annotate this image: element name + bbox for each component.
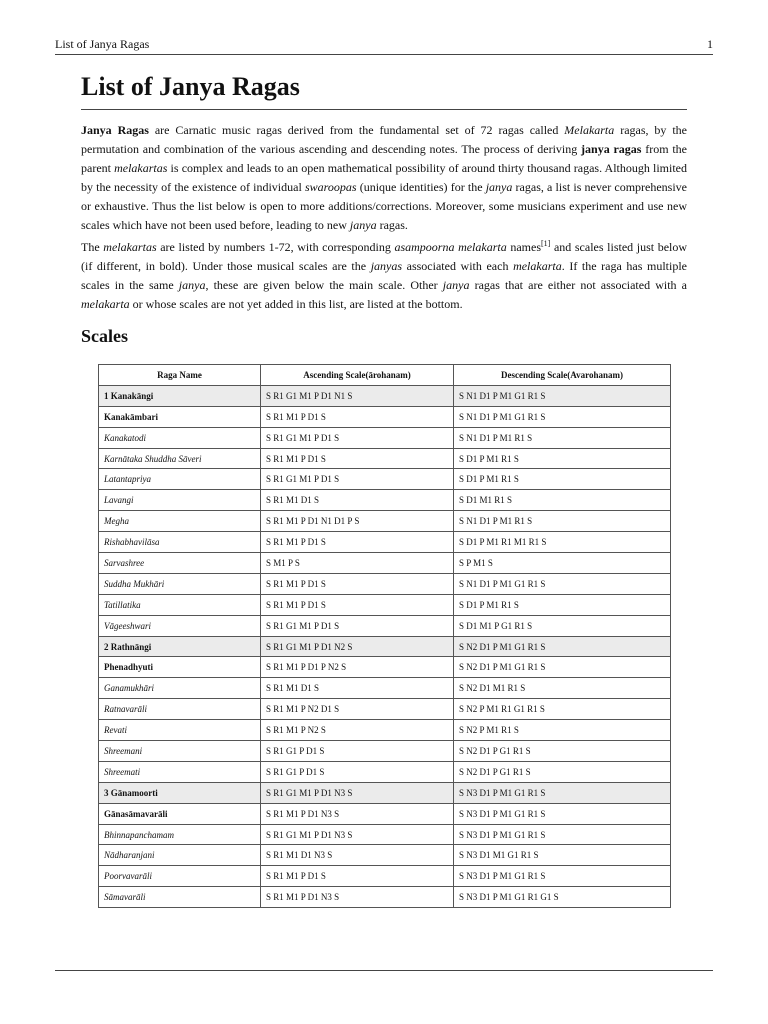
header-ascending-scale: Ascending Scale(ārohanam) — [261, 365, 454, 386]
descending-scale-cell: S N2 D1 P G1 R1 S — [454, 741, 671, 762]
header-descending-scale: Descending Scale(Avarohanam) — [454, 365, 671, 386]
raga-name-cell: Sāmavarāli — [99, 887, 261, 908]
descending-scale-cell: S N2 D1 M1 R1 S — [454, 678, 671, 699]
table-row — [99, 553, 671, 574]
table-row — [99, 887, 671, 908]
intro-paragraph-2: The melakartas are listed by numbers 1-72, with corresponding asampoorna melakarta names[1] and scales listed just below (if different, in bold). Under those musical scales are the janyas associated with each melakarta. If the raga has multiple scales in the same janya, these are given below the main scale. Other janya ragas that are either not associated with a melakarta or whose scales are not yet added in this list, are listed at the bottom. — [81, 239, 688, 312]
table-row — [99, 761, 671, 782]
ascending-scale-cell: S R1 M1 P D1 N3 S — [261, 803, 454, 824]
table-row — [99, 803, 671, 824]
raga-name-cell: Sarvashree — [99, 553, 261, 574]
raga-name-cell: Suddha Mukhāri — [99, 573, 261, 594]
ascending-scale-cell: S R1 M1 D1 N3 S — [261, 845, 454, 866]
table-row — [99, 845, 671, 866]
raga-name-cell: Megha — [99, 511, 261, 532]
table-row — [99, 406, 671, 427]
descending-scale-cell: S N1 D1 P M1 G1 R1 S — [454, 385, 671, 406]
page-number: 1 — [707, 37, 713, 51]
title-rule — [81, 109, 687, 110]
ascending-scale-cell: S R1 M1 P D1 S — [261, 866, 454, 887]
raga-name-cell: Latantapriya — [99, 469, 261, 490]
descending-scale-cell: S D1 P M1 R1 M1 R1 S — [454, 532, 671, 553]
raga-scales-table — [98, 364, 671, 908]
descending-scale-cell: S N2 D1 P M1 G1 R1 S — [454, 636, 671, 657]
ascending-scale-cell: S M1 P S — [261, 553, 454, 574]
melakarta-row — [99, 636, 671, 657]
table-row — [99, 657, 671, 678]
table-row — [99, 448, 671, 469]
ascending-scale-cell: S R1 M1 D1 S — [261, 490, 454, 511]
descending-scale-cell: S N2 P M1 R1 G1 R1 S — [454, 699, 671, 720]
raga-name-cell: Kanakāmbari — [99, 406, 261, 427]
intro-text — [81, 121, 687, 318]
descending-scale-cell: S N2 D1 P G1 R1 S — [454, 761, 671, 782]
header-raga-name: Raga Name — [99, 365, 261, 386]
descending-scale-cell: S N3 D1 P M1 G1 R1 S — [454, 803, 671, 824]
table-row — [99, 741, 671, 762]
ascending-scale-cell: S R1 M1 P D1 S — [261, 594, 454, 615]
ascending-scale-cell: S R1 M1 P D1 N1 D1 P S — [261, 511, 454, 532]
ascending-scale-cell: S R1 M1 P N2 D1 S — [261, 699, 454, 720]
descending-scale-cell: S D1 P M1 R1 S — [454, 469, 671, 490]
table-row — [99, 573, 671, 594]
ascending-scale-cell: S R1 M1 D1 S — [261, 678, 454, 699]
descending-scale-cell: S N2 D1 P M1 G1 R1 S — [454, 657, 671, 678]
descending-scale-cell: S N1 D1 P M1 G1 R1 S — [454, 406, 671, 427]
raga-name-cell: Ganamukhāri — [99, 678, 261, 699]
descending-scale-cell: S N2 P M1 R1 S — [454, 720, 671, 741]
header-rule — [55, 54, 713, 55]
descending-scale-cell: S D1 M1 R1 S — [454, 490, 671, 511]
ascending-scale-cell: S R1 M1 P D1 S — [261, 406, 454, 427]
ascending-scale-cell: S R1 M1 P N2 S — [261, 720, 454, 741]
descending-scale-cell: S N1 D1 P M1 R1 S — [454, 511, 671, 532]
raga-name-cell: 1 Kanakāngi — [99, 385, 261, 406]
table-body — [99, 385, 671, 907]
ascending-scale-cell: S R1 M1 P D1 P N2 S — [261, 657, 454, 678]
descending-scale-cell: S N3 D1 P M1 G1 R1 S — [454, 824, 671, 845]
raga-name-cell: Karnātaka Shuddha Sāveri — [99, 448, 261, 469]
raga-name-cell: Kanakatodi — [99, 427, 261, 448]
footer-rule — [55, 970, 713, 971]
running-header — [55, 37, 713, 52]
page-title: List of Janya Ragas — [81, 72, 300, 101]
descending-scale-cell: S N3 D1 P M1 G1 R1 S — [454, 866, 671, 887]
descending-scale-cell: S N3 D1 P M1 G1 R1 G1 S — [454, 887, 671, 908]
table-row — [99, 490, 671, 511]
raga-name-cell: Gānasāmavarāli — [99, 803, 261, 824]
table-row — [99, 615, 671, 636]
table-row — [99, 824, 671, 845]
melakarta-row — [99, 385, 671, 406]
raga-name-cell: Ratnavarāli — [99, 699, 261, 720]
table-row — [99, 678, 671, 699]
ascending-scale-cell: S R1 G1 P D1 S — [261, 741, 454, 762]
raga-name-cell: Tatillatika — [99, 594, 261, 615]
raga-name-cell: Revati — [99, 720, 261, 741]
table-row — [99, 866, 671, 887]
ascending-scale-cell: S R1 G1 M1 P D1 S — [261, 615, 454, 636]
descending-scale-cell: S D1 P M1 R1 S — [454, 594, 671, 615]
intro-paragraph-1: Janya Ragas are Carnatic music ragas derived from the fundamental set of 72 ragas called Melakarta ragas, by the permutation and combination of the various ascending and descending notes. The process of deriving janya ragas from the parent melakartas is complex and leads to an open mathematical possibility of around thirty thousand ragas. Although limited by the necessity of the existence of individual swaroopas (unique identities) for the janya ragas, a list is never comprehensive or exhaustive. Thus the list below is open to more additions/corrections. Moreover, some musicians experiment and use new scales which have not been used before, leading to new janya ragas. — [81, 123, 688, 232]
descending-scale-cell: S D1 P M1 R1 S — [454, 448, 671, 469]
ascending-scale-cell: S R1 G1 P D1 S — [261, 761, 454, 782]
ascending-scale-cell: S R1 M1 P D1 S — [261, 448, 454, 469]
descending-scale-cell: S D1 M1 P G1 R1 S — [454, 615, 671, 636]
raga-name-cell: Lavangi — [99, 490, 261, 511]
raga-name-cell: Vāgeeshwari — [99, 615, 261, 636]
raga-name-cell: Shreemani — [99, 741, 261, 762]
raga-name-cell: 3 Gānamoorti — [99, 782, 261, 803]
raga-name-cell: Poorvavarāli — [99, 866, 261, 887]
ascending-scale-cell: S R1 M1 P D1 S — [261, 573, 454, 594]
ascending-scale-cell: S R1 G1 M1 P D1 S — [261, 427, 454, 448]
raga-name-cell: 2 Rathnāngi — [99, 636, 261, 657]
ascending-scale-cell: S R1 G1 M1 P D1 S — [261, 469, 454, 490]
raga-name-cell: Bhinnapanchamam — [99, 824, 261, 845]
descending-scale-cell: S P M1 S — [454, 553, 671, 574]
table-row — [99, 427, 671, 448]
raga-name-cell: Rishabhavilāsa — [99, 532, 261, 553]
table-row — [99, 699, 671, 720]
raga-name-cell: Phenadhyuti — [99, 657, 261, 678]
ascending-scale-cell: S R1 G1 M1 P D1 N3 S — [261, 782, 454, 803]
table-row — [99, 720, 671, 741]
table-row — [99, 511, 671, 532]
ascending-scale-cell: S R1 M1 P D1 N3 S — [261, 887, 454, 908]
ascending-scale-cell: S R1 M1 P D1 S — [261, 532, 454, 553]
table-row — [99, 594, 671, 615]
ascending-scale-cell: S R1 G1 M1 P D1 N1 S — [261, 385, 454, 406]
descending-scale-cell: S N3 D1 M1 G1 R1 S — [454, 845, 671, 866]
ascending-scale-cell: S R1 G1 M1 P D1 N3 S — [261, 824, 454, 845]
table-header-row — [99, 365, 671, 386]
descending-scale-cell: S N1 D1 P M1 R1 S — [454, 427, 671, 448]
raga-name-cell: Nādharanjani — [99, 845, 261, 866]
descending-scale-cell: S N1 D1 P M1 G1 R1 S — [454, 573, 671, 594]
ascending-scale-cell: S R1 G1 M1 P D1 N2 S — [261, 636, 454, 657]
table-row — [99, 469, 671, 490]
section-title-scales: Scales — [81, 326, 128, 346]
raga-name-cell: Shreemati — [99, 761, 261, 782]
melakarta-row — [99, 782, 671, 803]
running-title: List of Janya Ragas — [55, 37, 150, 51]
table-row — [99, 532, 671, 553]
descending-scale-cell: S N3 D1 P M1 G1 R1 S — [454, 782, 671, 803]
